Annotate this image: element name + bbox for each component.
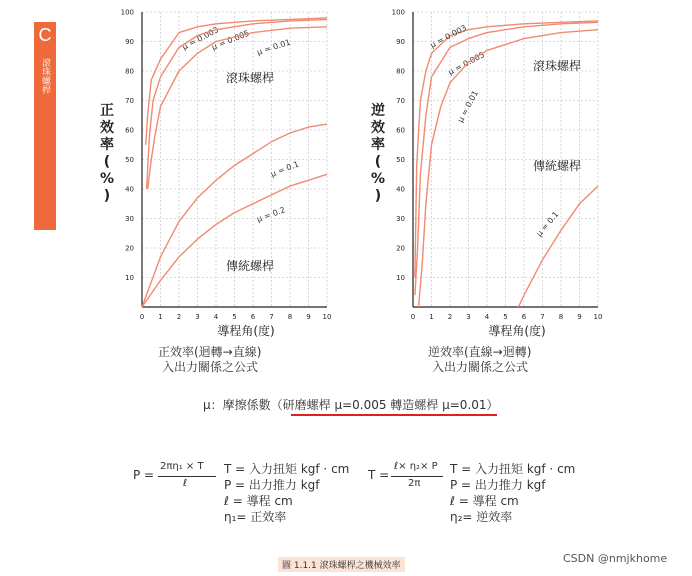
series-label: μ = 0.01 [455,89,481,124]
formula-left-lhs: P = [133,468,155,482]
definition-line: ℓ = 導程 cm [450,494,519,508]
series-label: μ = 0.1 [269,159,301,179]
y-axis-title-char: ) [103,188,111,204]
group-label: 滾珠螺桿 [225,71,275,85]
y-tick-label: 60 [396,126,405,135]
y-axis-title-char: 效 [100,120,114,136]
y-tick-label: 90 [396,38,405,46]
x-tick-label: 7 [269,313,274,321]
series-label: μ = 0.1 [534,209,561,239]
y-axis-title-char: 正 [100,103,114,119]
x-tick-label: 3 [195,313,200,321]
x-tick-label: 9 [306,313,311,321]
section-title: 滾珠螺桿 [40,58,50,94]
x-axis-title: 導程角(度) [217,324,275,338]
definition-line: T = 入力扭矩 kgf · cm [224,462,350,476]
figure-caption: 圖 1.1.1 滾珠螺桿之機械效率 [278,557,405,572]
series-line [142,124,327,307]
y-axis-title-char: 率 [100,137,114,153]
x-tick-label: 10 [593,313,603,321]
formula-right-lhs: T = [368,468,390,482]
series-label: μ = 0.005 [446,50,487,77]
definition-line: η₁= 正效率 [224,510,287,524]
y-axis-title-char: ( [374,154,382,170]
y-tick-label: 30 [396,215,405,223]
definition-line: η₂= 逆效率 [450,510,513,524]
x-tick-label: 6 [250,313,256,321]
formula-left-fraction-bar [158,476,216,477]
formula-right-numerator: ℓ× η₂× P [394,461,438,472]
y-tick-label: 100 [391,8,405,17]
formula-right-denominator: 2π [408,478,421,489]
y-tick-label: 30 [125,215,134,223]
x-tick-label: 2 [176,313,182,321]
chart2-caption-line1: 逆效率(直線→迴轉) [428,345,532,359]
chart2-caption-line2: 入出力關係之公式 [432,360,529,374]
y-axis-title-char: % [99,171,115,187]
y-tick-label: 20 [125,244,134,253]
chart1-caption-line1: 正效率(迴轉→直線) [158,345,262,359]
x-tick-label: 5 [503,313,508,321]
series-label: μ = 0.003 [428,23,469,50]
y-axis-title-char: 逆 [371,103,385,119]
formula-right-fraction-bar [391,476,443,477]
x-tick-label: 4 [213,313,219,321]
definition-line: T = 入力扭矩 kgf · cm [450,462,576,476]
chart1-caption-line2: 入出力關係之公式 [162,360,259,374]
group-label: 傳統螺桿 [225,259,275,273]
x-tick-label: 7 [540,313,545,321]
highlight-underline [291,414,497,416]
y-tick-label: 90 [125,38,134,46]
y-tick-label: 10 [125,274,134,282]
series-label: μ = 0.2 [255,205,287,224]
series-line [519,186,599,307]
y-axis-title-char: % [370,171,386,187]
definition-line: ℓ = 導程 cm [224,494,293,508]
series-label: μ = 0.003 [180,25,221,52]
x-tick-label: 1 [158,313,163,321]
x-tick-label: 5 [232,313,237,321]
x-axis-title: 導程角(度) [488,324,546,338]
y-tick-label: 60 [125,126,134,135]
y-tick-label: 80 [125,67,134,76]
formula-left-definitions [224,461,349,525]
y-axis-title-char: 率 [371,137,385,153]
friction-coefficient-note: μ：摩擦係數（研磨螺桿 μ=0.005 轉造螺桿 μ=0.01） [203,398,499,412]
definition-line: P = 出力推力 kgf [224,478,320,492]
y-tick-label: 70 [125,97,134,105]
y-tick-label: 20 [396,244,405,253]
definition-line: P = 出力推力 kgf [450,478,546,492]
watermark: CSDN @nmjkhome [563,552,668,565]
y-tick-label: 50 [125,156,134,164]
x-tick-label: 0 [410,313,416,321]
x-tick-label: 3 [466,313,471,321]
y-axis-title-char: ) [374,188,382,204]
y-tick-label: 10 [396,274,405,282]
y-axis-title-char: ( [103,154,111,170]
x-tick-label: 2 [447,313,453,321]
series-label: μ = 0.005 [210,28,251,52]
formula-right-definitions [450,461,575,525]
section-letter: C [38,25,52,45]
x-tick-label: 10 [322,313,332,321]
y-tick-label: 40 [396,185,405,194]
y-tick-label: 50 [396,156,405,164]
x-tick-label: 8 [558,313,564,321]
y-tick-label: 70 [396,97,405,105]
formula-left-denominator: ℓ [183,478,188,489]
x-tick-label: 6 [521,313,527,321]
series-line [148,27,327,189]
group-label: 傳統螺桿 [532,159,582,173]
y-tick-label: 80 [396,67,405,76]
group-label: 滾珠螺桿 [532,59,582,73]
y-tick-label: 40 [125,185,134,194]
y-tick-label: 100 [120,8,134,17]
x-tick-label: 4 [484,313,490,321]
x-tick-label: 8 [287,313,293,321]
y-axis-title-char: 效 [371,120,385,136]
x-tick-label: 9 [577,313,582,321]
x-tick-label: 1 [429,313,434,321]
series-label: μ = 0.01 [255,37,292,57]
x-tick-label: 0 [139,313,145,321]
formula-left-numerator: 2πη₁ × T [160,461,204,472]
